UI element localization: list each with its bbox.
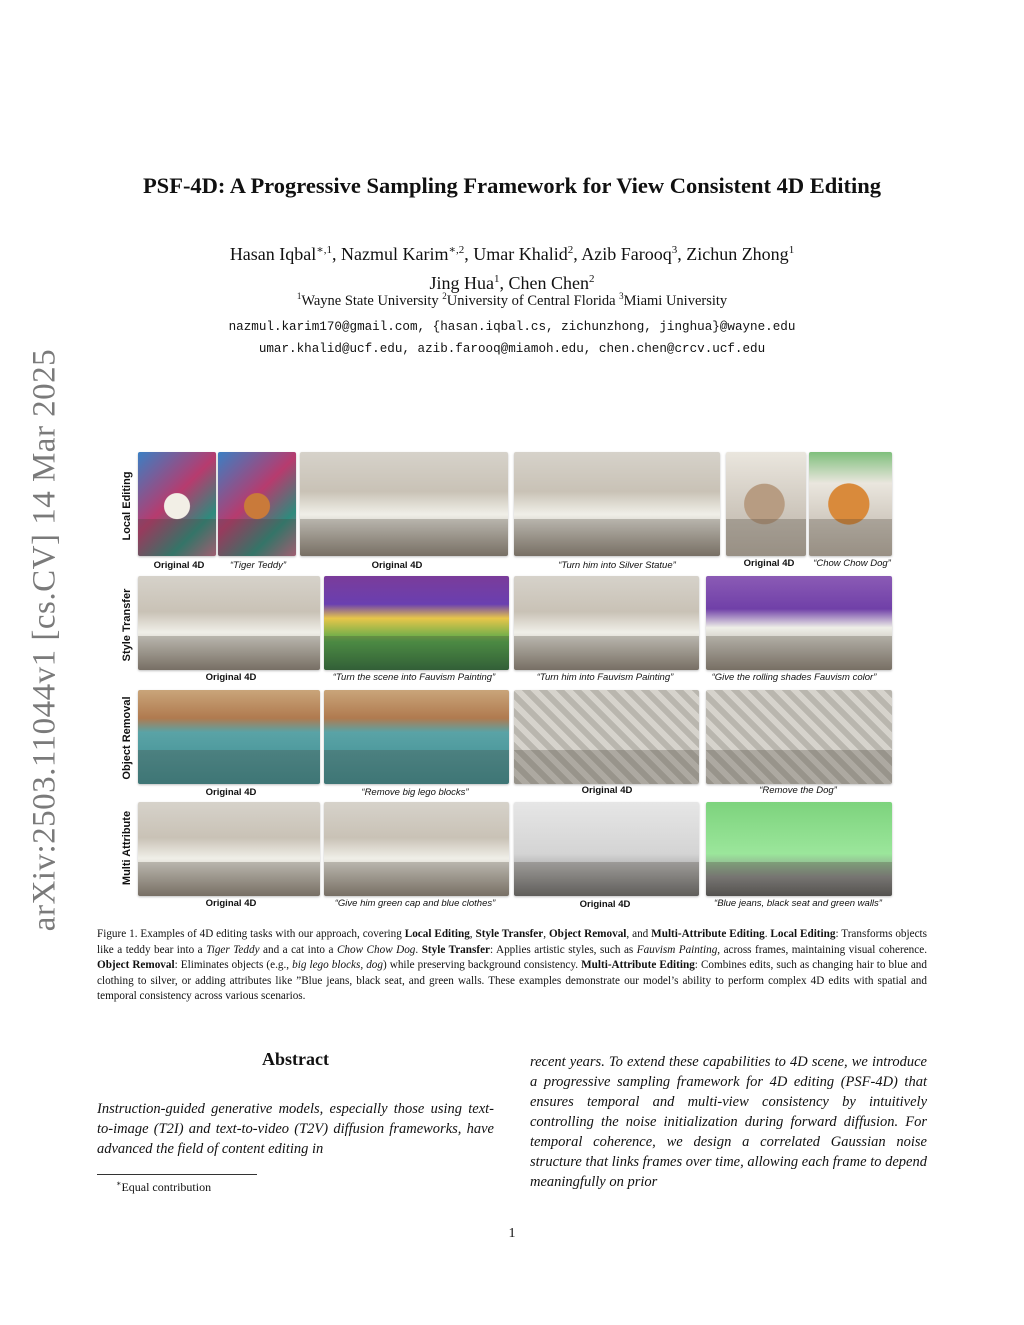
caption-fauvism-shades: “Give the rolling shades Fauvism color” (711, 672, 877, 683)
caption-original-4d: Original 4D (205, 898, 257, 909)
caption-remove-lego: “Remove big lego blocks” (361, 787, 469, 798)
figure-1-caption: Figure 1. Examples of 4D editing tasks with our approach, covering Local Editing, Style Transfer, Object Removal, and Multi-Attribute Editing. Local Editing: Transforms objects like a teddy bear into a Tiger Teddy and a cat into a Chow Chow Dog. Style Transfer: Applies artistic styles, such as Fauvism Painting, across frames, maintaining visual coherence. Object Removal: Eliminates objects (e.g., big lego blocks, dog) while preserving background consistency. Multi-Attribute Editing: Combines edits, such as changing hair to blue and clothing to silver, or adding attributes like ”Blue jeans, black seat, and green walls. These examples demonstrate our model’s ability to perform complex 4D edits with spatial and temporal consistency across various scenarios. (97, 928, 928, 1003)
row-label-local-editing: Local Editing (121, 471, 133, 541)
lego-original-image (138, 690, 320, 784)
row-label-multi-attribute: Multi Attribute (121, 810, 133, 886)
footnote-text: Equal contribution (121, 1180, 212, 1194)
abstract-heading: Abstract (262, 1049, 329, 1069)
caption-original-4d: Original 4D (581, 785, 633, 796)
email-line: nazmul.karim170@gmail.com, {hasan.iqbal.cs, zichunzhong, jinghua}@wayne.edu (228, 320, 796, 334)
author-affil-mark: 2 (567, 244, 574, 256)
affil-mark: 3 (619, 291, 624, 301)
cat-original-image (726, 452, 806, 556)
footnote-rule (97, 1174, 257, 1175)
author-affil-mark: ∗,1 (316, 244, 333, 256)
author-emails (0, 316, 1024, 360)
fauvism-scene-image (324, 576, 509, 670)
caption-fauvism-scene: “Turn the scene into Fauvism Painting” (332, 672, 496, 683)
tiger-teddy-image (218, 452, 296, 556)
caption-original-4d: Original 4D (153, 560, 205, 571)
author-name: Azib Farooq (581, 244, 672, 264)
affil-mark: 1 (296, 291, 302, 301)
caption-fauvism-him: “Turn him into Fauvism Painting” (536, 672, 674, 683)
page-number: 1 (508, 1226, 516, 1241)
author-line-2: Jing Hua$^1$, Chen Chen$^2$ (429, 273, 595, 293)
author-name: Chen Chen (508, 273, 589, 293)
footnote-mark: ∗ (116, 1179, 122, 1188)
fauvism-shades-image (706, 576, 892, 670)
author-name: Umar Khalid (473, 244, 568, 264)
caption-original-4d: Original 4D (371, 560, 423, 571)
caption-tiger-teddy: “Tiger Teddy” (229, 560, 287, 571)
abstract-text-left: Instruction-guided generative models, especially those using text-to-image (T2I) and text-to-video (T2V) diffusion frameworks, have advanced the field of content editing in (97, 1101, 494, 1157)
author-affil-mark: 2 (589, 273, 595, 285)
cooking-original-image (138, 802, 320, 896)
caption-original-4d: Original 4D (205, 672, 257, 683)
paper-title: PSF-4D: A Progressive Sampling Framework for View Consistent 4D Editing (142, 173, 882, 198)
green-cap-blue-clothes-image (324, 802, 509, 896)
caption-silver-statue: “Turn him into Silver Statue” (558, 560, 676, 571)
author-name: Jing Hua (429, 273, 494, 293)
dog-original-image (514, 690, 699, 784)
teddy-original-image (138, 452, 216, 556)
affil-mark: 2 (442, 291, 447, 301)
caption-original-4d: Original 4D (743, 558, 795, 569)
affiliation: Miami University (623, 292, 728, 309)
author-name: Hasan Iqbal (229, 244, 317, 264)
fauvism-him-image (514, 576, 699, 670)
author-list (0, 238, 1024, 296)
room-original-image (300, 452, 508, 556)
kitchen-original-image (138, 576, 320, 670)
email-line: umar.khalid@ucf.edu, azib.farooq@miamoh.edu, chen.chen@crcv.ucf.edu (258, 342, 766, 356)
left-column (97, 1049, 494, 1159)
seated-original-image (514, 802, 699, 896)
author-name: Zichun Zhong (686, 244, 789, 264)
row-label-style-transfer: Style Transfer (121, 588, 133, 662)
chow-chow-dog-image (809, 452, 892, 556)
dog-removed-image (706, 690, 892, 784)
author-affil-mark: 3 (671, 244, 678, 256)
author-affil-mark: ∗,2 (448, 244, 465, 256)
author-line-1: Hasan Iqbal$^{∗,1}$, Nazmul Karim$^{∗,2}$, Umar Khalid$^2$, Azib Farooq$^3$, Zichun Zhong$^1$ (229, 244, 795, 264)
affiliation: University of Central Florida (446, 292, 616, 309)
row-label-object-removal: Object Removal (121, 696, 133, 780)
caption-blue-jeans: “Blue jeans, black seat and green walls” (714, 898, 882, 909)
caption-original-4d: Original 4D (205, 787, 257, 798)
figure-1-image-grid (112, 448, 896, 914)
arxiv-identifier-stamp: arXiv:2503.11044v1 [cs.CV] 14 Mar 2025 (26, 348, 63, 932)
abstract-text-right: recent years. To extend these capabilities to 4D scene, we introduce a progressive sampling framework for 4D editing (PSF-4D) that ensures temporal and multi-view consistency by intuitively controlling the noise initialization during forward diffusion. For temporal coherence, we design a correlated Gaussian noise structure that links frames over time, allowing each frame to depend meaningfully on prior (530, 1054, 927, 1190)
blue-jeans-green-walls-image (706, 802, 892, 896)
author-name: Nazmul Karim (341, 244, 449, 264)
caption-green-cap: “Give him green cap and blue clothes” (334, 898, 496, 909)
caption-chow-chow-dog: “Chow Chow Dog” (813, 558, 891, 569)
author-affil-mark: 1 (788, 244, 795, 256)
right-column (530, 1052, 927, 1192)
silver-statue-image (514, 452, 720, 556)
caption-remove-dog: “Remove the Dog” (759, 785, 837, 796)
lego-removed-image (324, 690, 509, 784)
author-affil-mark: 1 (494, 273, 500, 285)
footnote (116, 1179, 211, 1195)
caption-original-4d: Original 4D (579, 899, 631, 910)
affiliation: Wayne State University (301, 292, 439, 309)
affiliations (0, 291, 1024, 310)
